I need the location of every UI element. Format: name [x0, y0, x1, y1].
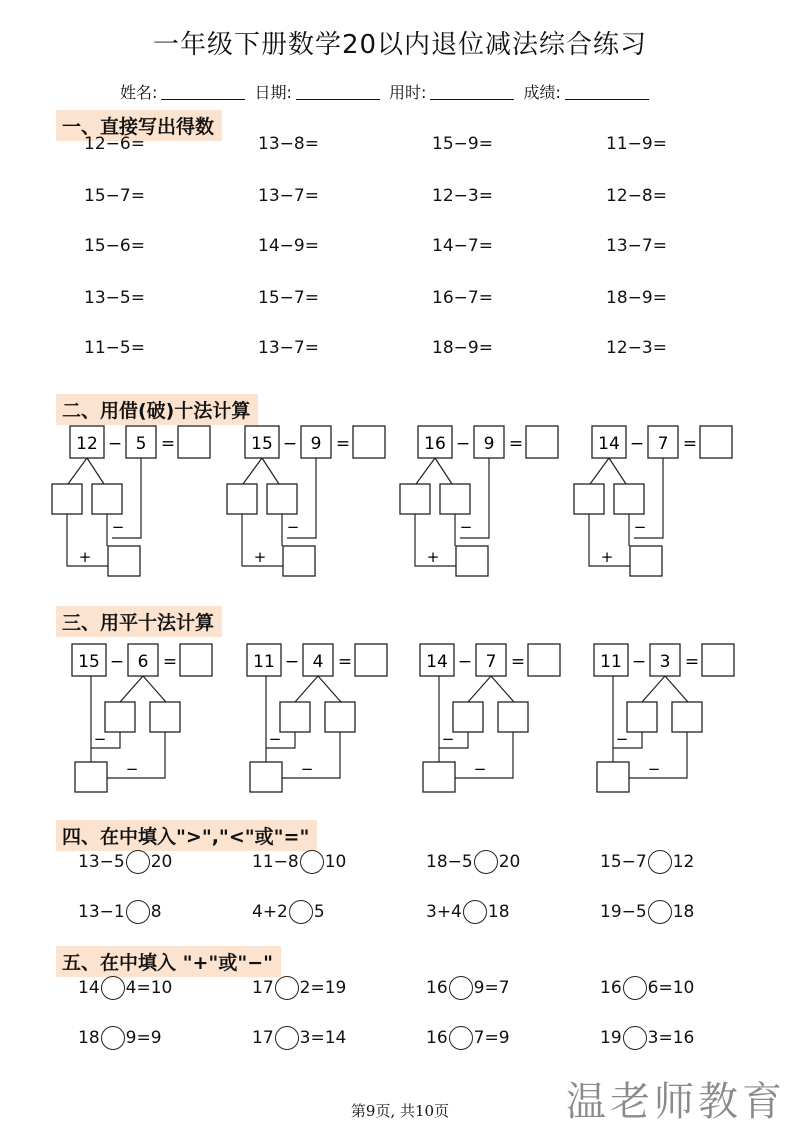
right-expression: 3=16 — [647, 1028, 695, 1048]
split-lines — [68, 458, 104, 484]
time-blank[interactable] — [430, 85, 514, 100]
minuend-value: 15 — [78, 652, 100, 672]
problem-item: 18−9= — [432, 338, 493, 358]
problem-item: 15−7= — [258, 288, 319, 308]
split-lines — [468, 676, 514, 702]
minus-sign: − — [268, 730, 282, 748]
operator-item — [78, 1026, 162, 1050]
equals-sign: = — [335, 434, 351, 454]
minuend-value: 12 — [76, 434, 98, 454]
equals-sign: = — [337, 652, 353, 672]
split-box-right[interactable] — [672, 702, 702, 732]
right-expression: 7=9 — [473, 1028, 510, 1048]
minuend-value: 14 — [598, 434, 620, 454]
minus-sign: − — [282, 434, 298, 454]
answer-box[interactable] — [178, 426, 210, 458]
left-expression: 17 — [252, 1028, 274, 1048]
score-blank[interactable] — [565, 85, 649, 100]
answer-circle[interactable] — [289, 900, 313, 924]
split-box-left[interactable] — [400, 484, 430, 514]
subtrahend-value: 3 — [659, 652, 671, 672]
answer-box[interactable] — [702, 644, 734, 676]
answer-box[interactable] — [528, 644, 560, 676]
minus-sign: − — [455, 434, 471, 454]
answer-circle[interactable] — [463, 900, 487, 924]
plus-sign: + — [253, 548, 267, 566]
answer-circle[interactable] — [474, 850, 498, 874]
left-expression: 16 — [426, 1028, 448, 1048]
left-expression: 11−8 — [252, 852, 299, 872]
split-box-right[interactable] — [440, 484, 470, 514]
right-expression: 4=10 — [125, 978, 173, 998]
plus-sign: + — [78, 548, 92, 566]
right-expression: 12 — [672, 852, 695, 872]
left-expression: 15−7 — [600, 852, 647, 872]
compare-item — [78, 850, 172, 874]
equals-sign: = — [162, 652, 178, 672]
section4-heading: 四、在中填入">","<"或"=" — [56, 820, 317, 851]
name-blank[interactable] — [161, 85, 245, 100]
compare-item — [426, 850, 520, 874]
minuend-value: 15 — [251, 434, 273, 454]
problem-item: 18−9= — [606, 288, 667, 308]
subtrahend-value: 7 — [657, 434, 669, 454]
subtrahend-value: 9 — [310, 434, 322, 454]
split-box-right[interactable] — [498, 702, 528, 732]
split-lines — [590, 458, 626, 484]
answer-circle[interactable] — [300, 850, 324, 874]
split-box-right[interactable] — [92, 484, 122, 514]
split-box-left[interactable] — [453, 702, 483, 732]
problem-item: 13−5= — [84, 288, 145, 308]
minuend-value: 11 — [253, 652, 275, 672]
minus-sign: − — [107, 434, 123, 454]
answer-circle[interactable] — [623, 1026, 647, 1050]
answer-circle[interactable] — [126, 900, 150, 924]
minus-sign: − — [125, 760, 139, 778]
minus-sign: − — [615, 730, 629, 748]
answer-box[interactable] — [353, 426, 385, 458]
minus-sign: − — [459, 518, 473, 536]
operator-item — [600, 976, 694, 1000]
left-expression: 18−5 — [426, 852, 473, 872]
compare-item — [600, 850, 694, 874]
problem-item: 15−7= — [84, 186, 145, 206]
minus-sign: − — [111, 518, 125, 536]
split-box-left[interactable] — [52, 484, 82, 514]
right-expression: 3=14 — [299, 1028, 347, 1048]
section3-heading: 三、用平十法计算 — [56, 606, 222, 637]
split-box-left[interactable] — [574, 484, 604, 514]
right-expression: 10 — [324, 852, 347, 872]
split-box-right[interactable] — [267, 484, 297, 514]
flat-ten-diagram — [245, 638, 415, 798]
problem-item: 12−6= — [84, 134, 145, 154]
minus-sign: − — [631, 652, 647, 672]
right-expression: 8 — [150, 902, 162, 922]
flat-ten-diagram — [592, 638, 762, 798]
compare-item — [252, 850, 346, 874]
answer-box[interactable] — [526, 426, 558, 458]
problem-item: 13−7= — [258, 186, 319, 206]
problem-item: 13−7= — [606, 236, 667, 256]
split-box-left[interactable] — [105, 702, 135, 732]
split-lines — [642, 676, 688, 702]
equals-sign: = — [682, 434, 698, 454]
equals-sign: = — [508, 434, 524, 454]
subtrahend-value: 6 — [137, 652, 149, 672]
split-lines — [120, 676, 166, 702]
subtrahend-value: 4 — [312, 652, 324, 672]
answer-circle[interactable] — [275, 976, 299, 1000]
section2-heading: 二、用借(破)十法计算 — [56, 394, 258, 425]
left-expression: 19−5 — [600, 902, 647, 922]
left-expression: 16 — [426, 978, 448, 998]
section1-heading: 一、直接写出得数 — [56, 110, 222, 141]
problem-item: 12−3= — [606, 338, 667, 358]
problem-item: 11−9= — [606, 134, 667, 154]
left-expression: 14 — [78, 978, 100, 998]
minus-sign: − — [633, 518, 647, 536]
intermediate-box[interactable] — [108, 546, 140, 576]
left-expression: 17 — [252, 978, 274, 998]
right-expression: 6=10 — [647, 978, 695, 998]
left-expression: 16 — [600, 978, 622, 998]
intermediate-box[interactable] — [283, 546, 315, 576]
borrow-ten-diagram — [223, 420, 398, 590]
minus-sign: − — [629, 434, 645, 454]
answer-circle[interactable] — [126, 850, 150, 874]
intermediate-box[interactable] — [456, 546, 488, 576]
compare-item — [600, 900, 694, 924]
right-expression: 18 — [672, 902, 695, 922]
answer-circle[interactable] — [648, 850, 672, 874]
answer-box[interactable] — [180, 644, 212, 676]
answer-box[interactable] — [355, 644, 387, 676]
intermediate-box[interactable] — [250, 762, 282, 792]
minus-sign: − — [300, 760, 314, 778]
answer-circle[interactable] — [648, 900, 672, 924]
minus-sign: − — [473, 760, 487, 778]
answer-circle[interactable] — [449, 976, 473, 1000]
answer-circle[interactable] — [101, 976, 125, 1000]
minus-sign: − — [441, 730, 455, 748]
date-label: 日期: — [254, 83, 292, 102]
operator-item — [600, 1026, 694, 1050]
answer-box[interactable] — [700, 426, 732, 458]
answer-circle[interactable] — [101, 1026, 125, 1050]
subtrahend-value: 7 — [485, 652, 497, 672]
watermark: 温老师教育 — [566, 1079, 786, 1125]
time-label: 用时: — [389, 83, 427, 102]
left-expression: 4+2 — [252, 902, 288, 922]
left-expression: 3+4 — [426, 902, 462, 922]
section5-heading: 五、在中填入 "+"或"−" — [56, 946, 281, 977]
split-lines — [295, 676, 341, 702]
page-title: 一年级下册数学20以内退位减法综合练习 — [152, 30, 648, 60]
problem-item: 14−7= — [432, 236, 493, 256]
problem-item: 12−8= — [606, 186, 667, 206]
left-expression: 13−5 — [78, 852, 125, 872]
intermediate-box[interactable] — [423, 762, 455, 792]
left-expression: 18 — [78, 1028, 100, 1048]
right-expression: 20 — [150, 852, 173, 872]
split-lines — [416, 458, 452, 484]
operator-item — [426, 976, 510, 1000]
flat-ten-diagram — [70, 638, 240, 798]
right-expression: 18 — [487, 902, 510, 922]
problem-item: 13−8= — [258, 134, 319, 154]
plus-sign: + — [426, 548, 440, 566]
subtrahend-value: 5 — [135, 434, 147, 454]
problem-item: 15−6= — [84, 236, 145, 256]
operator-item — [252, 1026, 346, 1050]
answer-circle[interactable] — [449, 1026, 473, 1050]
answer-circle[interactable] — [275, 1026, 299, 1050]
subtrahend-value: 9 — [483, 434, 495, 454]
borrow-ten-diagram — [570, 420, 745, 590]
equals-sign: = — [684, 652, 700, 672]
score-label: 成绩: — [523, 83, 561, 102]
borrow-ten-diagram — [48, 420, 223, 590]
equals-sign: = — [160, 434, 176, 454]
split-box-left[interactable] — [627, 702, 657, 732]
compare-item — [426, 900, 510, 924]
compare-item — [252, 900, 325, 924]
minus-sign: − — [457, 652, 473, 672]
operator-item — [252, 976, 346, 1000]
date-blank[interactable] — [296, 85, 380, 100]
split-box-right[interactable] — [614, 484, 644, 514]
operator-item — [78, 976, 172, 1000]
name-label: 姓名: — [120, 83, 158, 102]
minus-sign: − — [286, 518, 300, 536]
intermediate-box[interactable] — [630, 546, 662, 576]
right-expression: 9=9 — [125, 1028, 162, 1048]
minus-sign: − — [284, 652, 300, 672]
split-lines — [243, 458, 279, 484]
right-expression: 5 — [313, 902, 325, 922]
problem-item: 12−3= — [432, 186, 493, 206]
split-box-right[interactable] — [150, 702, 180, 732]
flat-ten-diagram — [418, 638, 588, 798]
compare-item — [78, 900, 162, 924]
student-info — [120, 80, 653, 103]
problem-item: 15−9= — [432, 134, 493, 154]
split-box-left[interactable] — [227, 484, 257, 514]
problem-item: 13−7= — [258, 338, 319, 358]
operator-item — [426, 1026, 510, 1050]
equals-sign: = — [510, 652, 526, 672]
right-expression: 20 — [498, 852, 521, 872]
minuend-value: 11 — [600, 652, 622, 672]
minuend-value: 16 — [424, 434, 446, 454]
split-box-left[interactable] — [280, 702, 310, 732]
page-footer: 第9页, 共10页 — [350, 1102, 450, 1120]
right-expression: 9=7 — [473, 978, 510, 998]
problem-item: 16−7= — [432, 288, 493, 308]
left-expression: 19 — [600, 1028, 622, 1048]
left-expression: 13−1 — [78, 902, 125, 922]
intermediate-box[interactable] — [597, 762, 629, 792]
minus-sign: − — [109, 652, 125, 672]
intermediate-box[interactable] — [75, 762, 107, 792]
problem-item: 14−9= — [258, 236, 319, 256]
minus-sign: − — [647, 760, 661, 778]
problem-item: 11−5= — [84, 338, 145, 358]
right-expression: 2=19 — [299, 978, 347, 998]
split-box-right[interactable] — [325, 702, 355, 732]
plus-sign: + — [600, 548, 614, 566]
answer-circle[interactable] — [623, 976, 647, 1000]
minus-sign: − — [93, 730, 107, 748]
minuend-value: 14 — [426, 652, 448, 672]
borrow-ten-diagram — [396, 420, 571, 590]
